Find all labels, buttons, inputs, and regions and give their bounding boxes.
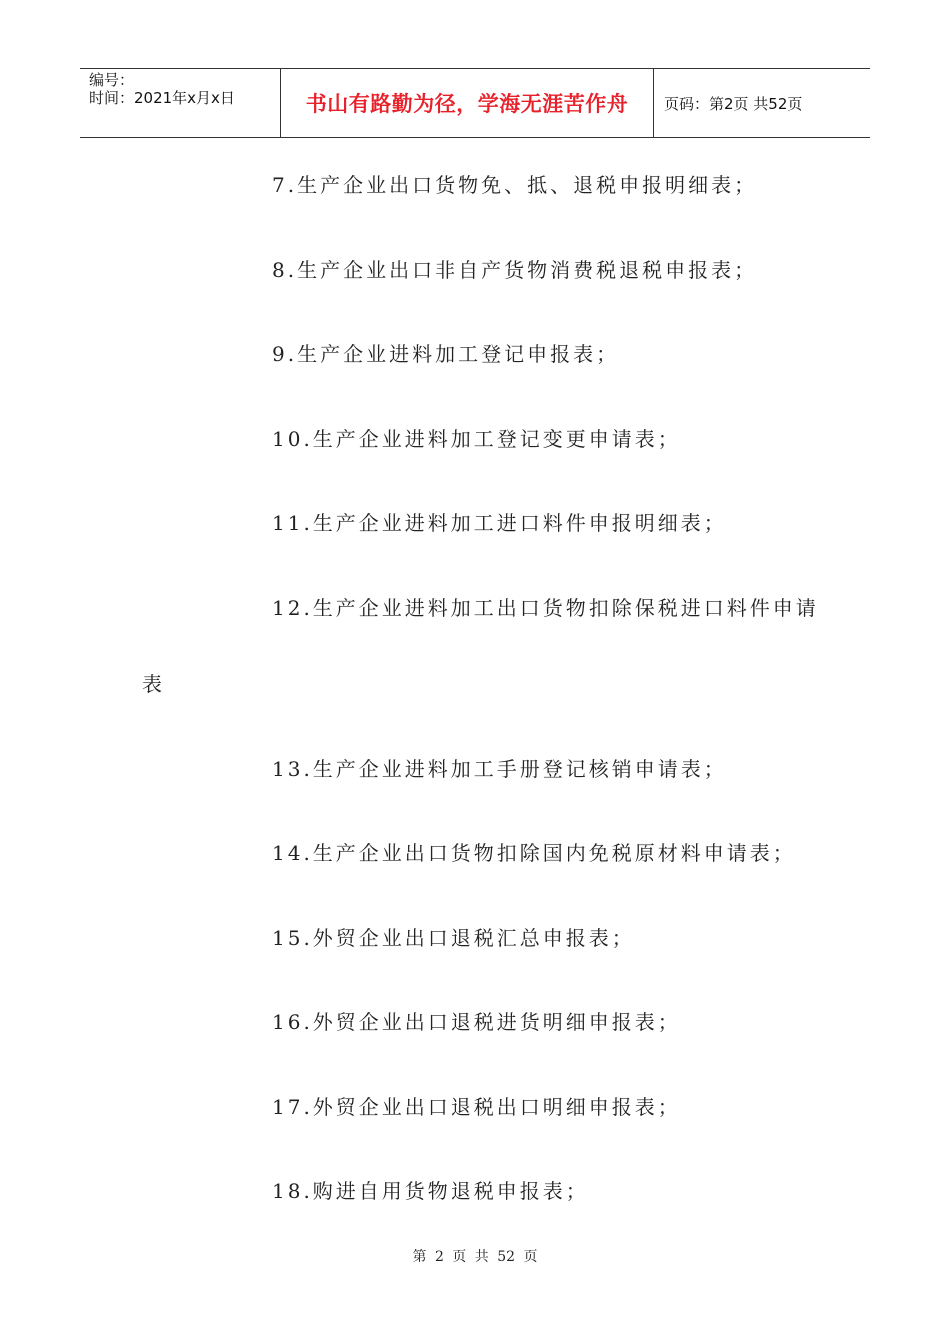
header-meta xyxy=(80,69,281,137)
list-item: 16.外贸企业出口退税进货明细申报表； xyxy=(272,1010,681,1034)
list-item: 15.外贸企业出口退税汇总申报表； xyxy=(272,926,635,950)
page-footer: 第 2 页 共 52 页 xyxy=(412,1249,538,1265)
list-item: 7.生产企业出口货物免、抵、退税申报明细表； xyxy=(272,173,758,197)
page-header xyxy=(80,68,870,138)
list-item: 14.生产企业出口货物扣除国内免税原材料申请表； xyxy=(272,841,796,865)
list-item: 9.生产企业进料加工登记申报表； xyxy=(272,342,620,366)
list-item: 10.生产企业进料加工登记变更申请表； xyxy=(272,427,681,451)
document-number-label: 编号： xyxy=(89,71,135,89)
list-item: 18.购进自用货物退税申报表； xyxy=(272,1179,589,1203)
header-motto: 书山有路勤为径，学海无涯苦作舟 xyxy=(281,69,654,137)
list-item: 17.外贸企业出口退税出口明细申报表； xyxy=(272,1095,681,1119)
list-item: 11.生产企业进料加工进口料件申报明细表； xyxy=(272,511,727,535)
header-page-info: 页码：第2页 共52页 xyxy=(664,94,803,113)
document-date-label: 时间：2021年x月x日 xyxy=(89,89,235,107)
list-item: 12.生产企业进料加工出口货物扣除保税进口料件申请 xyxy=(272,596,819,620)
list-item: 8.生产企业出口非自产货物消费税退税申报表； xyxy=(272,258,758,282)
list-item: 13.生产企业进料加工手册登记核销申请表； xyxy=(272,757,727,781)
list-item-continuation: 表 xyxy=(142,672,165,696)
